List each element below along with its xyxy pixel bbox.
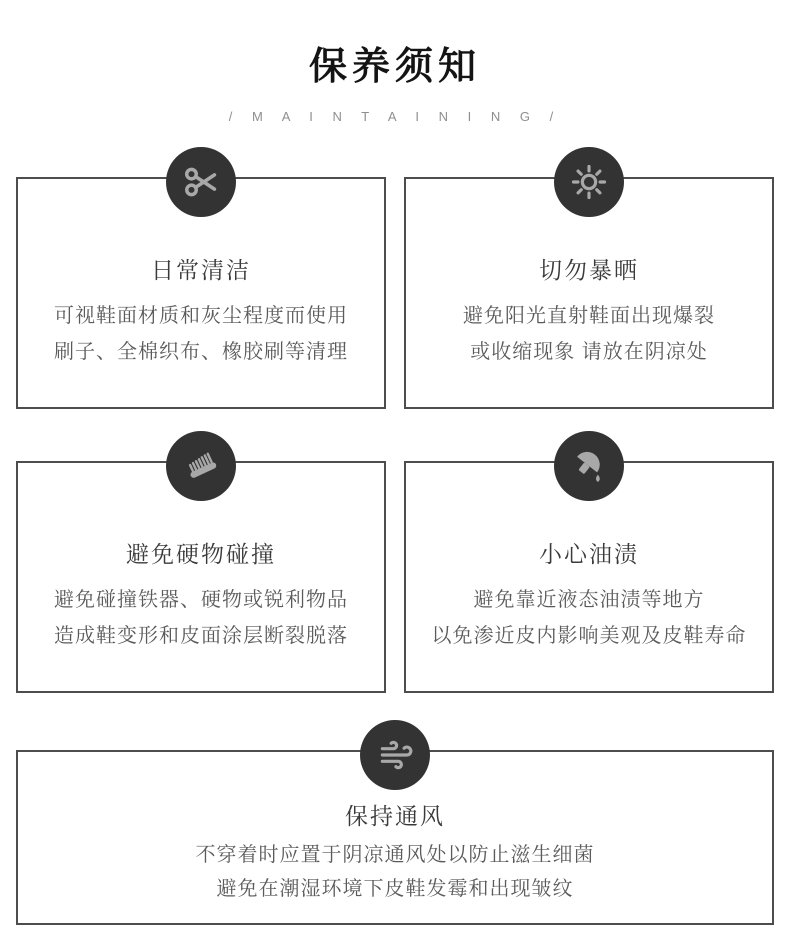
care-card-no-sun-exposure (404, 147, 774, 409)
card-text-line: 可视鞋面材质和灰尘程度而使用 (54, 305, 348, 327)
oil-can-icon (570, 447, 608, 485)
care-card-avoid-impacts (16, 431, 386, 693)
wind-icon (376, 736, 414, 774)
scissors-icon (182, 163, 220, 201)
icon-badge (166, 431, 236, 501)
card-title: 避免硬物碰撞 (126, 541, 276, 567)
card-text-line: 避免靠近液态油渍等地方 (473, 589, 705, 611)
card-title: 小心油渍 (539, 541, 639, 567)
sun-icon (570, 163, 608, 201)
icon-badge (554, 431, 624, 501)
page-header (0, 0, 790, 125)
page-title: 保养须知 (308, 46, 481, 88)
care-cards-grid (16, 147, 774, 925)
card-body (406, 582, 772, 654)
icon-badge (166, 147, 236, 217)
card-text-line: 或收缩现象 请放在阴凉处 (470, 341, 708, 363)
care-card-daily-cleaning (16, 147, 386, 409)
card-title: 保持通风 (345, 803, 445, 829)
page-subtitle: / M A I N T A I N I N G / (228, 109, 562, 124)
icon-badge (360, 720, 430, 790)
care-card-beware-oil (404, 431, 774, 693)
card-body (18, 838, 772, 906)
card-body (18, 582, 384, 654)
card-text-line: 避免在潮湿环境下皮鞋发霉和出现皱纹 (216, 878, 574, 900)
care-card-keep-ventilated (16, 720, 774, 925)
icon-badge (554, 147, 624, 217)
card-text-line: 避免阳光直射鞋面出现爆裂 (463, 305, 715, 327)
card-body (18, 298, 384, 370)
card-text-line: 造成鞋变形和皮面涂层断裂脱落 (54, 625, 348, 647)
card-text-line: 避免碰撞铁器、硬物或锐利物品 (54, 589, 348, 611)
card-text-line: 以免渗近皮内影响美观及皮鞋寿命 (431, 625, 747, 647)
card-title: 切勿暴晒 (539, 257, 639, 283)
comb-icon (182, 447, 220, 485)
card-body (406, 298, 772, 370)
card-text-line: 刷子、全棉织布、橡胶刷等清理 (54, 341, 348, 363)
card-text-line: 不穿着时应置于阴凉通风处以防止滋生细菌 (195, 844, 595, 866)
card-title: 日常清洁 (151, 257, 251, 283)
